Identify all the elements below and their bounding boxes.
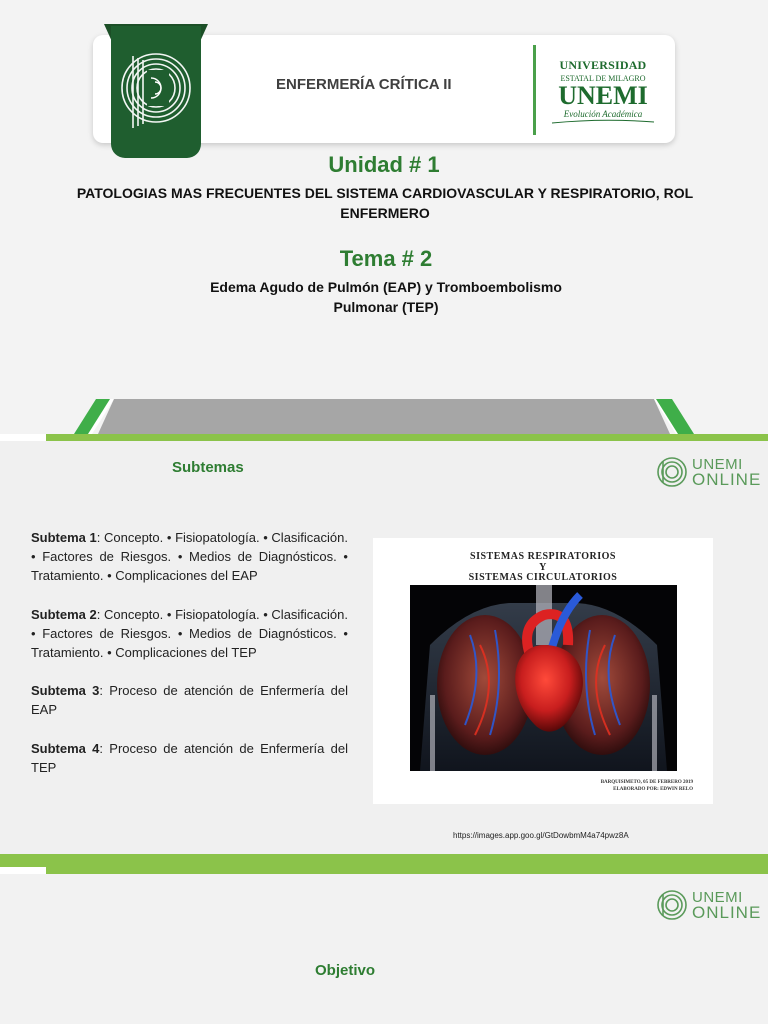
illustration-title-conj: Y [539, 562, 547, 573]
unemi-online-logo-icon [656, 888, 688, 922]
subtopic-text: : Proceso de atención de Enfermería del TEP [31, 740, 348, 775]
slide-divider [0, 434, 768, 441]
anatomy-illustration [373, 538, 713, 804]
objective-heading: Objetivo [315, 962, 376, 979]
course-title: ENFERMERÍA CRÍTICA II [276, 76, 452, 93]
title-slide [0, 0, 768, 434]
subtopic-text: : Concepto. • Fisiopatología. • Clasificación. • Factores de Riesgos. • Medios de Diagnósticos. • Tratamiento. • Complicaciones del EAP [31, 530, 349, 584]
subtopic-label: Subtema 3 [31, 683, 100, 699]
subtopic-label: Subtema 4 [31, 740, 100, 756]
unit-title: Unidad # 1 [328, 152, 440, 177]
unemi-online-brand [656, 455, 761, 489]
unemi-online-logo-icon [656, 455, 688, 489]
illustration-title-2: SISTEMAS CIRCULATORIOS [468, 572, 618, 583]
brand-line2: ONLINE [692, 470, 762, 489]
university-acronym: UNEMI [558, 81, 648, 110]
university-tagline: Evolución Académica [563, 109, 643, 119]
subtopic-text: : Concepto. • Fisiopatología. • Clasificación. • Factores de Riesgos. • Medios de Diagnósticos. • Tratamiento. • Complicaciones del TEP [31, 606, 349, 661]
list-item [31, 739, 348, 777]
university-logo [548, 58, 658, 125]
header-divider [533, 45, 536, 135]
subtopic-text: : Proceso de atención de Enfermería del EAP [31, 683, 348, 718]
objective-slide [0, 874, 768, 1024]
illustration-title: SISTEMAS RESPIRATORIOS [470, 551, 616, 562]
illustration-credit [601, 779, 693, 793]
credit-line2: ELABORADO POR: EDWIN RELO [613, 787, 693, 792]
subtopic-label: Subtema 2 [31, 606, 97, 622]
slide-divider [0, 854, 768, 874]
unit-subtitle: PATOLOGIAS MAS FRECUENTES DEL SISTEMA CARDIOVASCULAR Y RESPIRATORIO, ROL ENFERMERO [76, 185, 694, 221]
list-item [31, 681, 348, 719]
subtopics-heading: Subtemas [172, 459, 244, 476]
divider-notch [0, 867, 46, 874]
credit-line1: BARQUISIMETO, 05 DE FEBRERO 2019 [600, 780, 693, 785]
course-logo-ribbon [111, 26, 201, 158]
subtopic-label: Subtema 1 [31, 530, 97, 545]
tagline-swoosh-icon [548, 119, 658, 125]
university-name-sub: ESTATAL DE MILAGRO [560, 74, 646, 83]
list-item [31, 528, 348, 586]
subtopics-slide [0, 441, 768, 854]
image-source-link[interactable]: https://images.app.goo.gl/GtDowbmM4a74pwz8A [453, 831, 629, 840]
heart-lungs-image [410, 585, 677, 771]
list-item [31, 605, 348, 663]
footer-bar [74, 399, 694, 434]
topic-title: Tema # 2 [339, 246, 433, 271]
divider-notch [0, 434, 46, 441]
brand-line2: ONLINE [692, 903, 762, 922]
university-name: UNIVERSIDAD [559, 58, 647, 72]
heart-lungs-icon [410, 585, 677, 771]
brand-line1: UNEMI [692, 456, 743, 473]
topic-subtitle: Edema Agudo de Pulmón (EAP) y Tromboembolismo Pulmonar (TEP) [210, 279, 562, 315]
unemi-logo-icon [111, 26, 201, 158]
unemi-online-brand [656, 888, 761, 922]
brand-line1: UNEMI [692, 889, 743, 906]
subtopics-list [31, 528, 348, 796]
